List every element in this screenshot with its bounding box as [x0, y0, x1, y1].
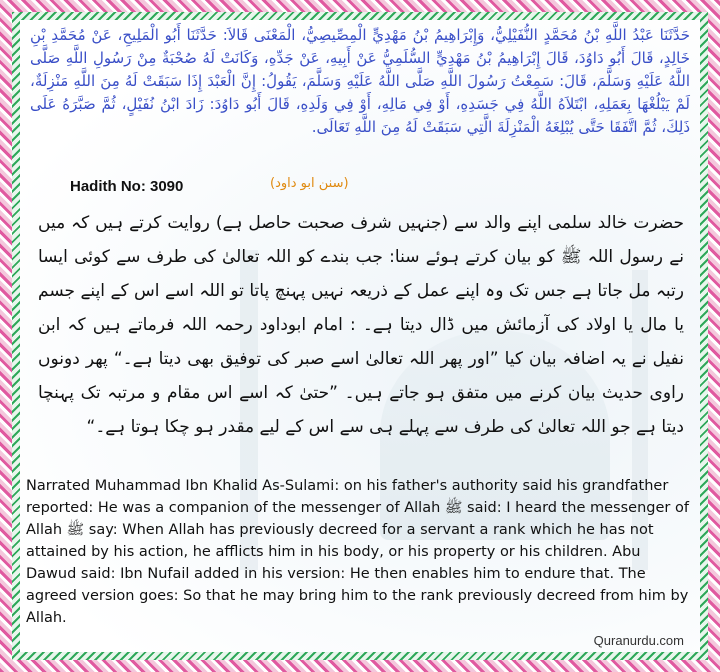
website-credit: Quranurdu.com	[593, 633, 684, 648]
hadith-number: Hadith No: 3090	[70, 178, 184, 195]
english-translation: Narrated Muhammad Ibn Khalid As-Sulami: on his father's authority said his grandfather reported: He was a companion of the messenger of Allah ﷺ said: I heard the messenger of Allah ﷺ say: When Allah has previously decreed for a servant a rank which he has not attained by his action, he afflicts him in his body, or his property or his children. Abu Dawud said: Ibn Nufail added in his version: He then enables him to endure that. The agreed version goes: So that he may bring him to the rank previously decreed from him by Allah.	[26, 478, 689, 626]
hadith-source: (سنن ابو داود)	[270, 176, 349, 191]
urdu-translation: حضرت خالد سلمی اپنے والد سے (جنہیں شرف صحبت حاصل ہے) روایت کرتے ہیں کہ میں نے رسول اللہ ﷺ کو بیان کرتے ہوئے سنا: جب بندے کو اللہ تعالیٰ کی طرف سے کوئی ایسا رتبہ مل جاتا ہے جس تک وہ اپنے عمل کے ذریعہ نہیں پہنچ پاتا تو اللہ اسے اس کے اپنے جسم یا مال یا اولاد کی آزمائش میں ڈال دیتا ہے۔ : امام ابوداود رحمہ اللہ فرماتے ہیں کہ ابن نفیل نے یہ اضافہ بیان کیا ”اور پھر اللہ تعالیٰ اسے صبر کی توفیق بھی دیتا ہے۔“ پھر دونوں راوی حدیث بیان کرنے میں متفق ہو جاتے ہیں۔ ”حتیٰ کہ اسے اس مقام و مرتبہ تک پہنچا دیتا ہے جو اللہ تعالیٰ کی طرف سے پہلے ہی سے اس کے لیے مقدر ہو چکا ہوتا ہے۔“	[38, 213, 684, 437]
arabic-hadith-text: حَدَّثَنَا عَبْدُ اللَّهِ بْنُ مُحَمَّدٍ النُّفَيْلِيُّ، وَإِبْرَاهِيمُ بْنُ مَهْدِيٍّ الْمِصِّيصِيُّ، الْمَعْنَى قَالاَ: حَدَّثَنَا أَبُو الْمَلِيحِ، عَنْ مُحَمَّدِ بْنِ خَالِدٍ، قَالَ أَبُو دَاوُدَ، قَالَ إِبْرَاهِيمُ بْنُ مَهْدِيٍّ السُّلَمِيُّ عَنْ أَبِيهِ، عَنْ جَدِّهِ، وَكَانَتْ لَهُ صُحْبَةٌ مِنْ رَسُولِ اللَّهِ صَلَّى اللَّهُ عَلَيْهِ وَسَلَّمَ، قَالَ: سَمِعْتُ رَسُولَ اللَّهِ صَلَّى اللَّهُ عَلَيْهِ وَسَلَّمَ، يَقُولُ: إِنَّ الْعَبْدَ إِذَا سَبَقَتْ لَهُ مِنَ اللَّهِ مَنْزِلَةٌ، لَمْ يَبْلُغْهَا بِعَمَلِهِ، ابْتَلاَهُ اللَّهُ فِي جَسَدِهِ، أَوْ فِي مَالِهِ، أَوْ فِي وَلَدِهِ، قَالَ أَبُو دَاوُدَ: زَادَ ابْنُ نُفَيْلٍ، ثُمَّ صَبَّرَهُ عَلَى ذَلِكَ، ثُمَّ اتَّفَقَا حَتَّى يُبْلِغَهُ الْمَنْزِلَةَ الَّتِي سَبَقَتْ لَهُ مِنَ اللَّهِ تَعَالَى.	[30, 26, 690, 136]
content-panel	[20, 20, 700, 652]
